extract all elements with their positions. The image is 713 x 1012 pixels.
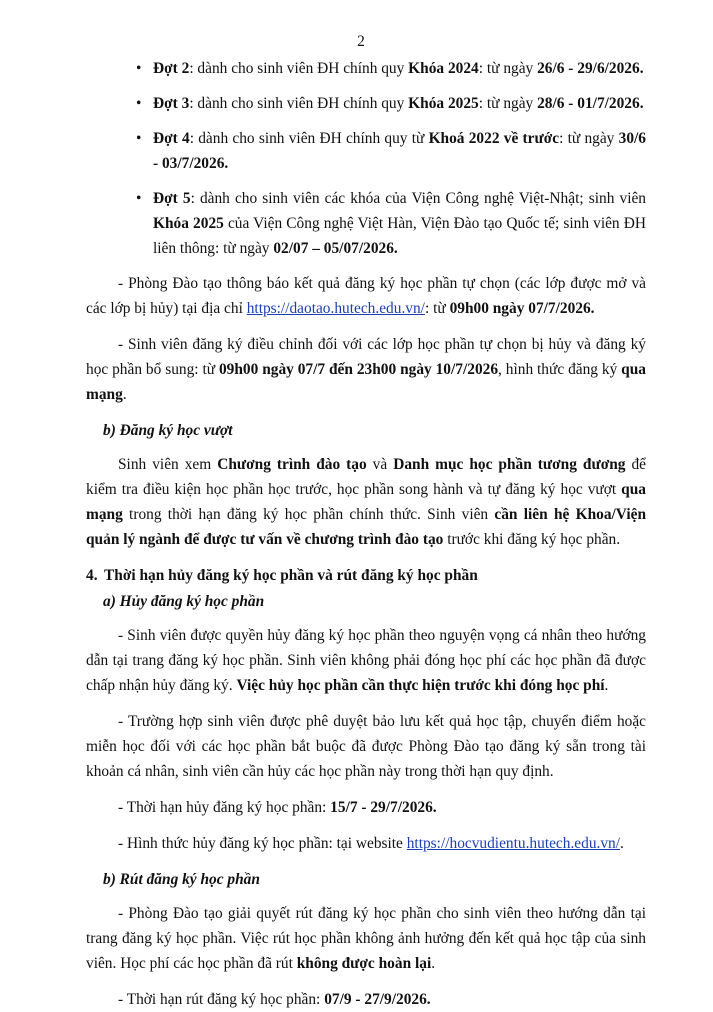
bullet-icon: • <box>136 130 142 147</box>
list-item: • Đợt 5: dành cho sinh viên các khóa của Viện Công nghệ Việt-Nhật; sinh viên Khóa 2025 của Viện Công nghệ Việt Hàn, Viện Đào tạo Quốc tế; sinh viên ĐH liên thông: từ ngày 02/07 – 05/07/2026. <box>86 186 646 261</box>
section-heading-4: 4. Thời hạn hủy đăng ký học phần và rút đăng ký học phần <box>86 567 478 584</box>
paragraph-adjustment: - Sinh viên đăng ký điều chỉnh đối với các lớp học phần tự chọn bị hủy và đăng ký học phần bổ sung: từ 09h00 ngày 07/7 đến 23h00 ngày 10/7/2026, hình thức đăng ký qua mạng. <box>86 336 646 403</box>
registration-rounds-list <box>86 56 646 261</box>
paragraph-results-notice: - Phòng Đào tạo thông báo kết quả đăng ký học phần tự chọn (các lớp được mở và các lớp bị hủy) tại địa chỉ https://daotao.hutech.edu.vn/: từ 09h00 ngày 07/7/2026. <box>86 275 646 317</box>
paragraph-withdraw-rules: - Phòng Đào tạo giải quyết rút đăng ký học phần cho sinh viên theo hướng dẫn tại trang đăng ký học phần. Việc rút học phần không ảnh hưởng đến kết quả học tập của sinh viên. Học phí các học phần đã rút không được hoàn lại. <box>86 905 646 972</box>
list-item: • Đợt 2: dành cho sinh viên ĐH chính quy Khóa 2024: từ ngày 26/6 - 29/6/2026. <box>86 56 646 81</box>
bullet-icon: • <box>136 60 142 77</box>
paragraph-cancel-deadline: - Thời hạn hủy đăng ký học phần: 15/7 - 29/7/2026. <box>118 799 437 816</box>
page-number: 2 <box>357 33 365 50</box>
bullet-icon: • <box>136 95 142 112</box>
subheading-advanced-registration: b) Đăng ký học vượt <box>103 422 233 439</box>
list-item: • Đợt 3: dành cho sinh viên ĐH chính quy Khóa 2025: từ ngày 28/6 - 01/7/2026. <box>86 91 646 116</box>
hocvudientu-link[interactable]: https://hocvudientu.hutech.edu.vn/ <box>406 835 621 852</box>
paragraph-advanced-registration: Sinh viên xem Chương trình đào tạo và Danh mục học phần tương đương để kiểm tra điều kiện học phần học trước, học phần song hành và tự đăng ký học vượt qua mạng trong thời hạn đăng ký học phần chính thức. Sinh viên cần liên hệ Khoa/Viện quản lý ngành để được tư vấn về chương trình đào tạo trước khi đăng ký học phần. <box>86 456 647 548</box>
subheading-withdraw-registration: b) Rút đăng ký học phần <box>103 871 260 888</box>
bullet-icon: • <box>136 190 142 207</box>
paragraph-cancel-rules: - Sinh viên được quyền hủy đăng ký học phần theo nguyện vọng cá nhân theo hướng dẫn tại trang đăng ký học phần. Sinh viên không phải đóng học phí các học phần đã được chấp nhận hủy đăng ký. Việc hủy học phần cần thực hiện trước khi đóng học phí. <box>86 627 646 694</box>
subheading-cancel-registration: a) Hủy đăng ký học phần <box>103 593 265 610</box>
daotao-link[interactable]: https://daotao.hutech.edu.vn/ <box>246 300 425 317</box>
paragraph-cancel-method: - Hình thức hủy đăng ký học phần: tại website https://hocvudientu.hutech.edu.vn/. <box>118 835 624 852</box>
paragraph-reserve-case: - Trường hợp sinh viên được phê duyệt bảo lưu kết quả học tập, chuyển điểm hoặc miễn học đối với các học phần bắt buộc đã được Phòng Đào tạo đăng ký sẵn trong tài khoản cá nhân, sinh viên cần hủy các học phần này trong thời hạn quy định. <box>86 713 646 780</box>
paragraph-withdraw-deadline: - Thời hạn rút đăng ký học phần: 07/9 - 27/9/2026. <box>118 991 431 1008</box>
list-item: • Đợt 4: dành cho sinh viên ĐH chính quy từ Khoá 2022 về trước: từ ngày 30/6 - 03/7/2026. <box>86 126 646 176</box>
